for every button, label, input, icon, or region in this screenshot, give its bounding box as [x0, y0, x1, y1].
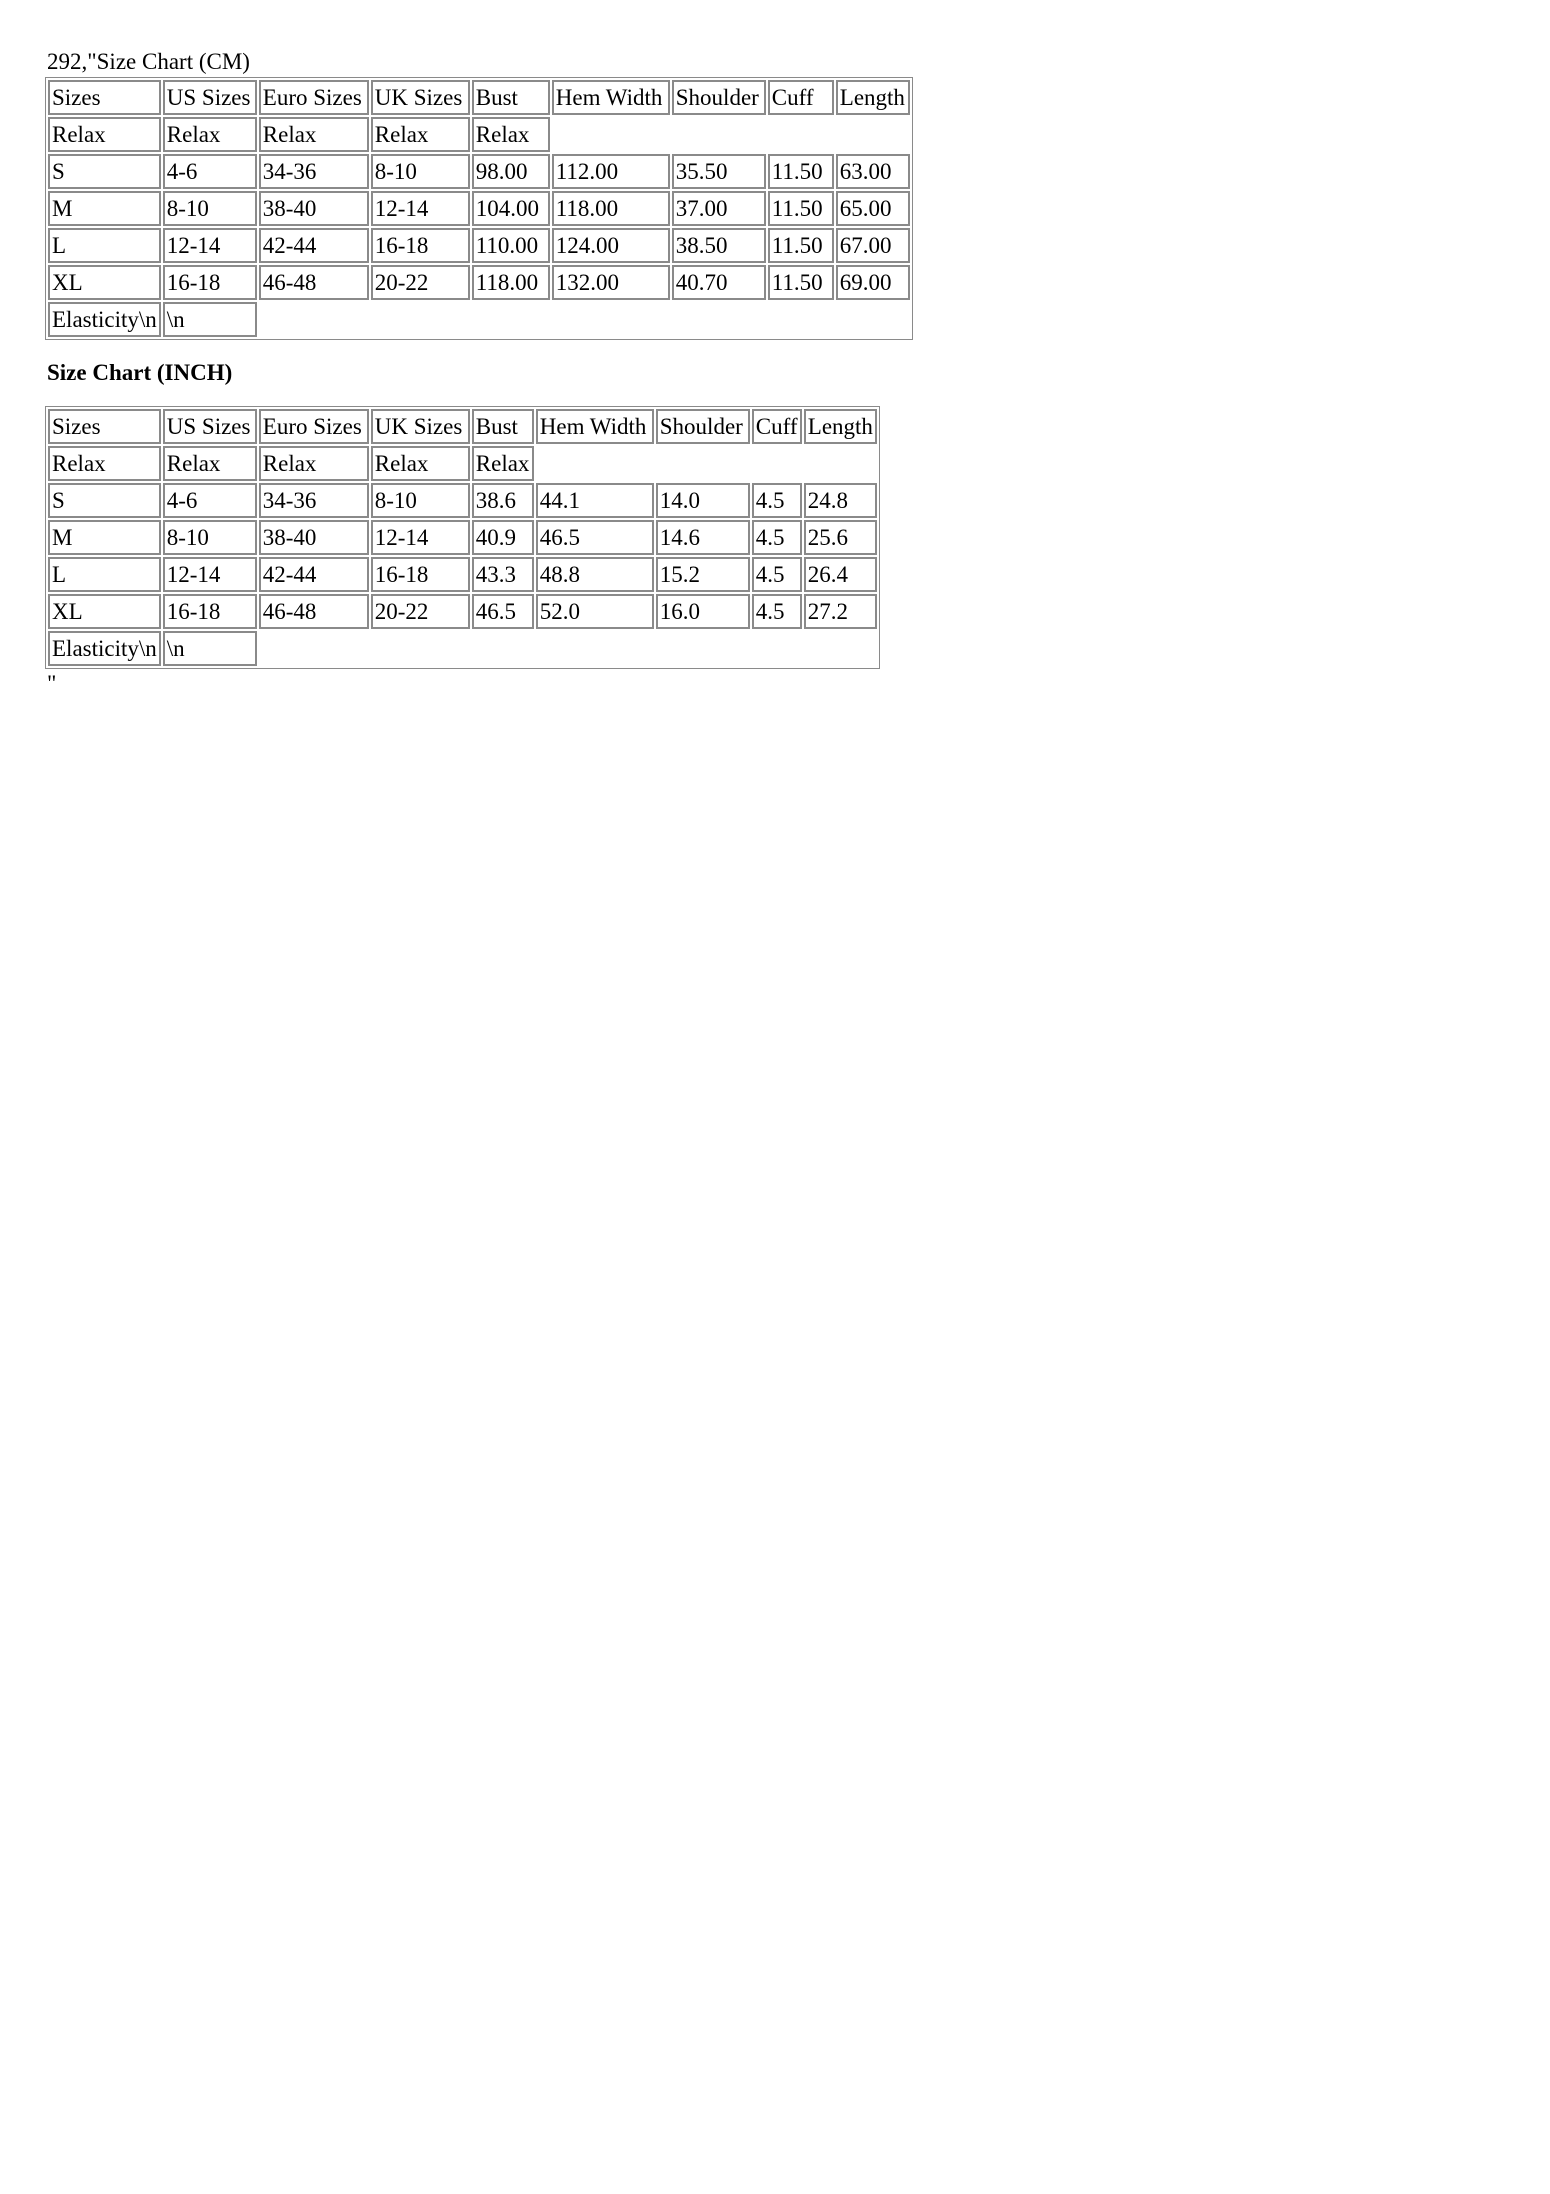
table-cell: 46.5: [536, 520, 654, 555]
table-cell: 46-48: [259, 265, 369, 300]
header-cell: Cuff: [768, 80, 834, 115]
table-cell: 20-22: [371, 594, 470, 629]
table-cell: 48.8: [536, 557, 654, 592]
table-cell: 8-10: [371, 483, 470, 518]
inch-chart-heading: Size Chart (INCH): [47, 360, 233, 385]
table-cell: 63.00: [836, 154, 910, 189]
table-cell: 104.00: [472, 191, 550, 226]
table-cell: 4-6: [163, 483, 257, 518]
table-cell: 34-36: [259, 154, 369, 189]
table-cell: 124.00: [552, 228, 670, 263]
table-cell: 67.00: [836, 228, 910, 263]
table-cell: S: [48, 154, 161, 189]
table-cell: 43.3: [472, 557, 534, 592]
table-row: [48, 154, 910, 189]
table-cell: 11.50: [768, 154, 834, 189]
table-cell: 118.00: [552, 191, 670, 226]
table-cell: 25.6: [804, 520, 877, 555]
elasticity-row: [48, 302, 910, 337]
table-cell: 69.00: [836, 265, 910, 300]
table-cell: 132.00: [552, 265, 670, 300]
size-chart-document: [47, 47, 1447, 697]
table-cell: 16-18: [371, 228, 470, 263]
cm-size-table: [45, 77, 913, 340]
table-row: [48, 483, 877, 518]
table-cell: XL: [48, 594, 161, 629]
table-cell: 35.50: [672, 154, 766, 189]
table-header-row: [48, 409, 877, 444]
table-cell: L: [48, 228, 161, 263]
table-cell: 11.50: [768, 228, 834, 263]
table-cell: 118.00: [472, 265, 550, 300]
table-cell: Elasticity\n: [48, 631, 161, 666]
table-cell: 38-40: [259, 520, 369, 555]
header-cell: Bust: [472, 409, 534, 444]
table-cell: 11.50: [768, 191, 834, 226]
table-cell: Relax: [371, 117, 470, 152]
table-cell: 4.5: [752, 483, 802, 518]
table-cell: Relax: [163, 117, 257, 152]
table-row: [48, 520, 877, 555]
table-cell: 38.6: [472, 483, 534, 518]
table-cell: Relax: [163, 446, 257, 481]
relax-row: [48, 117, 910, 152]
header-cell: Sizes: [48, 409, 161, 444]
table-header-row: [48, 80, 910, 115]
closing-quote: ": [47, 671, 57, 696]
table-cell: 16.0: [656, 594, 750, 629]
header-cell: Hem Width: [552, 80, 670, 115]
relax-row: [48, 446, 877, 481]
table-cell: 34-36: [259, 483, 369, 518]
table-cell: 46.5: [472, 594, 534, 629]
table-cell: XL: [48, 265, 161, 300]
table-cell: 14.6: [656, 520, 750, 555]
inch-size-table: [45, 406, 880, 669]
table-cell: 44.1: [536, 483, 654, 518]
table-cell: 8-10: [163, 520, 257, 555]
table-cell: Relax: [48, 446, 161, 481]
table-cell: 112.00: [552, 154, 670, 189]
table-cell: 16-18: [163, 265, 257, 300]
header-cell: Cuff: [752, 409, 802, 444]
table-cell: 16-18: [371, 557, 470, 592]
header-cell: Sizes: [48, 80, 161, 115]
table-cell: 8-10: [371, 154, 470, 189]
table-row: [48, 265, 910, 300]
table-cell: 46-48: [259, 594, 369, 629]
table-cell: 98.00: [472, 154, 550, 189]
table-cell: 15.2: [656, 557, 750, 592]
header-cell: Hem Width: [536, 409, 654, 444]
table-cell: 11.50: [768, 265, 834, 300]
table-cell: 14.0: [656, 483, 750, 518]
table-row: [48, 594, 877, 629]
empty-cell: [536, 446, 877, 481]
table-cell: 8-10: [163, 191, 257, 226]
table-cell: 12-14: [371, 191, 470, 226]
table-cell: 26.4: [804, 557, 877, 592]
table-cell: 42-44: [259, 228, 369, 263]
table-cell: Relax: [472, 117, 550, 152]
table-cell: 4.5: [752, 557, 802, 592]
table-row: [48, 557, 877, 592]
table-cell: 12-14: [371, 520, 470, 555]
table-cell: 12-14: [163, 557, 257, 592]
header-cell: US Sizes: [163, 80, 257, 115]
table-cell: M: [48, 520, 161, 555]
table-cell: 4.5: [752, 594, 802, 629]
table-cell: 38-40: [259, 191, 369, 226]
table-cell: 37.00: [672, 191, 766, 226]
table-row: [48, 228, 910, 263]
table-cell: 20-22: [371, 265, 470, 300]
empty-cell: [259, 302, 910, 337]
table-cell: 42-44: [259, 557, 369, 592]
table-cell: 52.0: [536, 594, 654, 629]
table-cell: 40.70: [672, 265, 766, 300]
table-cell: \n: [163, 302, 257, 337]
cm-chart-title: 292,"Size Chart (CM): [47, 49, 250, 74]
table-cell: Relax: [472, 446, 534, 481]
header-cell: UK Sizes: [371, 80, 470, 115]
table-cell: 12-14: [163, 228, 257, 263]
header-cell: Shoulder: [672, 80, 766, 115]
table-cell: 24.8: [804, 483, 877, 518]
header-cell: Length: [836, 80, 910, 115]
table-cell: L: [48, 557, 161, 592]
header-cell: Euro Sizes: [259, 80, 369, 115]
table-cell: 27.2: [804, 594, 877, 629]
table-cell: Elasticity\n: [48, 302, 161, 337]
table-cell: 40.9: [472, 520, 534, 555]
table-cell: Relax: [48, 117, 161, 152]
table-row: [48, 191, 910, 226]
table-cell: Relax: [259, 117, 369, 152]
table-cell: M: [48, 191, 161, 226]
table-cell: Relax: [259, 446, 369, 481]
table-cell: 110.00: [472, 228, 550, 263]
table-cell: 65.00: [836, 191, 910, 226]
header-cell: Euro Sizes: [259, 409, 369, 444]
table-cell: 38.50: [672, 228, 766, 263]
table-cell: \n: [163, 631, 257, 666]
header-cell: US Sizes: [163, 409, 257, 444]
empty-cell: [552, 117, 910, 152]
table-cell: 4.5: [752, 520, 802, 555]
header-cell: UK Sizes: [371, 409, 470, 444]
header-cell: Shoulder: [656, 409, 750, 444]
elasticity-row: [48, 631, 877, 666]
header-cell: Length: [804, 409, 877, 444]
table-cell: S: [48, 483, 161, 518]
header-cell: Bust: [472, 80, 550, 115]
table-cell: 16-18: [163, 594, 257, 629]
table-cell: Relax: [371, 446, 470, 481]
table-cell: 4-6: [163, 154, 257, 189]
empty-cell: [259, 631, 877, 666]
